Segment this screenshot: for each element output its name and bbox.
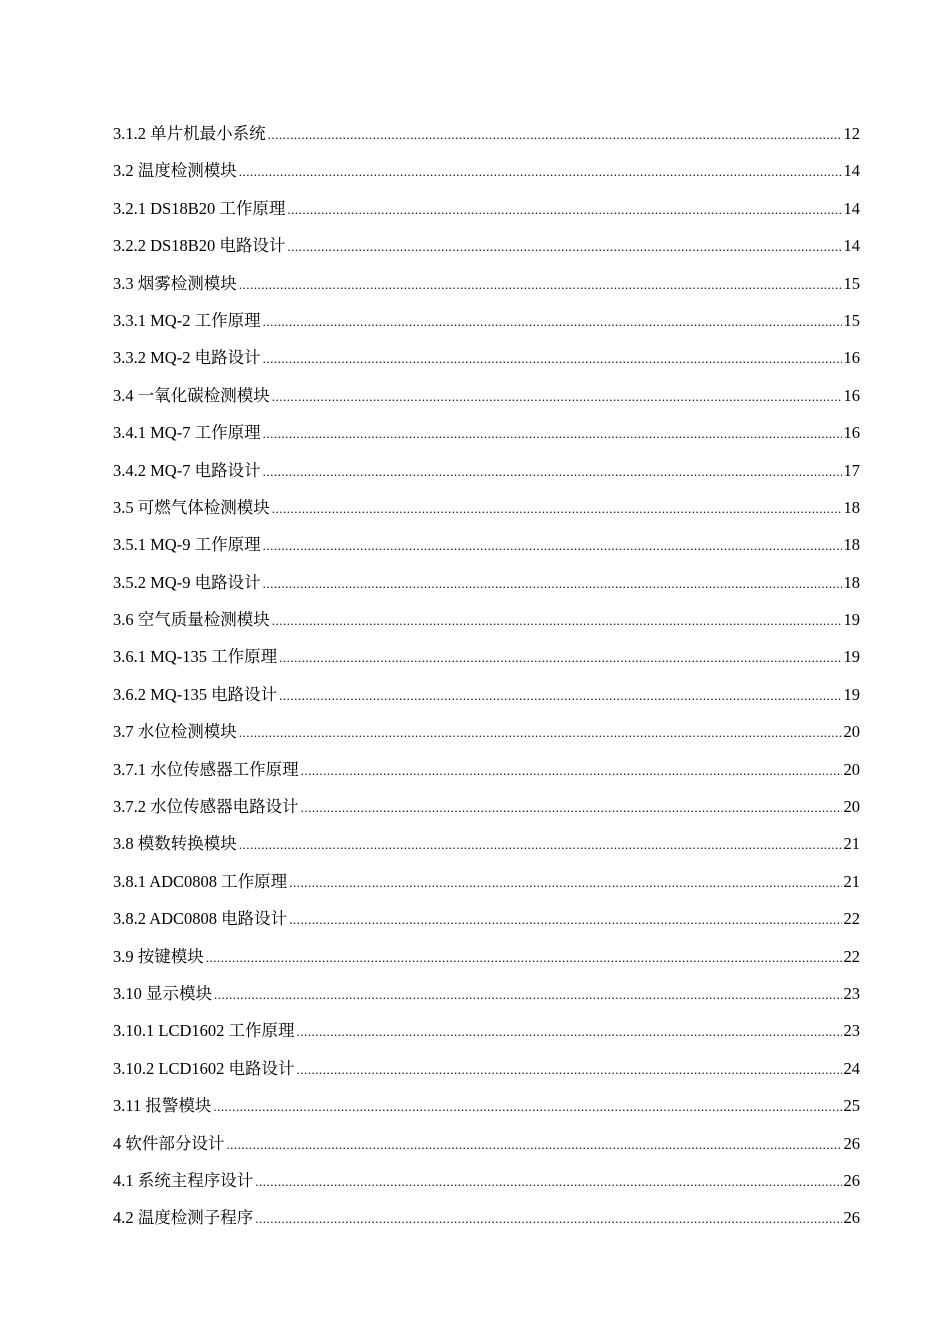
toc-entry-page-number: 18 [843,572,860,592]
toc-entry[interactable] [113,489,860,526]
toc-dot-leader [239,714,842,751]
toc-entry[interactable] [113,975,860,1012]
toc-entry-title: 3.8.1 ADC0808 工作原理 [113,871,288,891]
toc-entry-title: 3.7.1 水位传感器工作原理 [113,759,299,779]
toc-dot-leader [263,340,842,377]
toc-entry-title: 3.8.2 ADC0808 电路设计 [113,909,288,929]
toc-entry[interactable] [113,414,860,451]
toc-entry-page-number: 16 [843,423,860,443]
toc-entry-title: 4 软件部分设计 [113,1133,225,1153]
toc-entry-title: 3.2.1 DS18B20 工作原理 [113,198,286,218]
toc-entry[interactable] [113,302,860,339]
toc-entry[interactable] [113,1199,860,1236]
toc-entry[interactable] [113,1125,860,1162]
toc-entry-title: 3.6.1 MQ-135 工作原理 [113,647,278,667]
toc-entry[interactable] [113,638,860,675]
toc-entry-title: 3.7.2 水位传感器电路设计 [113,797,299,817]
toc-dot-leader [272,378,842,415]
toc-dot-leader [255,1200,841,1237]
toc-entry[interactable] [113,601,860,638]
toc-entry[interactable] [113,115,860,152]
toc-entry-page-number: 14 [843,161,860,181]
toc-entry-page-number: 21 [843,834,860,854]
toc-dot-leader [263,527,842,564]
toc-entry-page-number: 18 [843,535,860,555]
toc-entry-page-number: 14 [843,236,860,256]
toc-entry[interactable] [113,564,860,601]
toc-entry[interactable] [113,863,860,900]
toc-entry-title: 4.1 系统主程序设计 [113,1170,254,1190]
toc-entry-page-number: 16 [843,385,860,405]
toc-entry[interactable] [113,377,860,414]
toc-dot-leader [263,565,842,602]
toc-entry[interactable] [113,339,860,376]
toc-entry[interactable] [113,452,860,489]
toc-entry-page-number: 23 [843,1021,860,1041]
toc-dot-leader [279,677,841,714]
toc-dot-leader [287,191,841,228]
toc-entry-page-number: 26 [843,1170,860,1190]
toc-entry-title: 3.5 可燃气体检测模块 [113,497,270,517]
toc-entry-title: 3.3.2 MQ-2 电路设计 [113,348,261,368]
toc-entry[interactable] [113,190,860,227]
toc-entry[interactable] [113,227,860,264]
toc-dot-leader [279,639,841,676]
toc-entry-page-number: 19 [843,610,860,630]
toc-entry-page-number: 19 [843,684,860,704]
toc-entry[interactable] [113,751,860,788]
toc-entry-title: 3.5.2 MQ-9 电路设计 [113,572,261,592]
toc-dot-leader [301,752,842,789]
toc-entry[interactable] [113,938,860,975]
toc-entry[interactable] [113,1162,860,1199]
toc-entry-page-number: 15 [843,310,860,330]
toc-entry-page-number: 20 [843,797,860,817]
toc-entry-title: 3.10.2 LCD1602 电路设计 [113,1058,295,1078]
toc-entry-title: 3.10 显示模块 [113,983,212,1003]
toc-dot-leader [272,602,842,639]
toc-entry-title: 3.6.2 MQ-135 电路设计 [113,684,278,704]
toc-dot-leader [239,153,842,190]
toc-entry[interactable] [113,900,860,937]
toc-entry[interactable] [113,526,860,563]
toc-entry[interactable] [113,713,860,750]
toc-entry-page-number: 14 [843,198,860,218]
toc-entry-page-number: 18 [843,497,860,517]
table-of-contents [113,115,860,1237]
toc-entry-title: 4.2 温度检测子程序 [113,1208,254,1228]
toc-dot-leader [206,939,842,976]
toc-entry[interactable] [113,676,860,713]
toc-entry-title: 3.4 一氧化碳检测模块 [113,385,270,405]
toc-entry[interactable] [113,1087,860,1124]
toc-dot-leader [239,266,842,303]
toc-entry-title: 3.10.1 LCD1602 工作原理 [113,1021,295,1041]
toc-dot-leader [272,490,842,527]
toc-entry-page-number: 15 [843,273,860,293]
toc-entry-title: 3.5.1 MQ-9 工作原理 [113,535,261,555]
toc-dot-leader [263,303,842,340]
toc-dot-leader [214,976,842,1013]
toc-entry[interactable] [113,825,860,862]
toc-entry-page-number: 24 [843,1058,860,1078]
toc-dot-leader [301,789,842,826]
toc-entry-page-number: 25 [843,1096,860,1116]
toc-entry-title: 3.7 水位检测模块 [113,722,237,742]
toc-entry-page-number: 22 [843,909,860,929]
toc-dot-leader [289,901,841,938]
toc-entry-title: 3.2.2 DS18B20 电路设计 [113,236,286,256]
toc-dot-leader [297,1051,842,1088]
toc-entry-title: 3.4.2 MQ-7 电路设计 [113,460,261,480]
toc-entry-title: 3.1.2 单片机最小系统 [113,124,266,143]
toc-entry-title: 3.3.1 MQ-2 工作原理 [113,310,261,330]
toc-dot-leader [268,116,842,153]
toc-entry-title: 3.9 按键模块 [113,946,204,966]
toc-entry-page-number: 26 [843,1133,860,1153]
toc-entry-page-number: 19 [843,647,860,667]
toc-entry[interactable] [113,265,860,302]
toc-entry-title: 3.2 温度检测模块 [113,161,237,181]
toc-entry-title: 3.8 模数转换模块 [113,834,237,854]
toc-dot-leader [289,864,841,901]
toc-dot-leader [239,826,842,863]
toc-entry-page-number: 20 [843,722,860,742]
toc-entry-page-number: 16 [843,348,860,368]
toc-dot-leader [297,1013,842,1050]
toc-dot-leader [263,453,842,490]
toc-entry-title: 3.6 空气质量检测模块 [113,610,270,630]
toc-entry[interactable] [113,1050,860,1087]
toc-dot-leader [255,1163,841,1200]
toc-entry-page-number: 23 [843,983,860,1003]
toc-entry-page-number: 21 [843,871,860,891]
toc-entry-page-number: 26 [843,1208,860,1228]
toc-dot-leader [287,228,841,265]
toc-dot-leader [226,1126,841,1163]
toc-entry-title: 3.11 报警模块 [113,1096,212,1116]
toc-entry-title: 3.4.1 MQ-7 工作原理 [113,423,261,443]
toc-dot-leader [263,415,842,452]
toc-entry[interactable] [113,152,860,189]
toc-entry-page-number: 22 [843,946,860,966]
toc-entry-page-number: 12 [843,124,860,143]
toc-entry[interactable] [113,788,860,825]
toc-entry-page-number: 20 [843,759,860,779]
toc-entry-page-number: 17 [843,460,860,480]
toc-dot-leader [213,1088,841,1125]
toc-entry-title: 3.3 烟雾检测模块 [113,273,237,293]
toc-entry[interactable] [113,1012,860,1049]
